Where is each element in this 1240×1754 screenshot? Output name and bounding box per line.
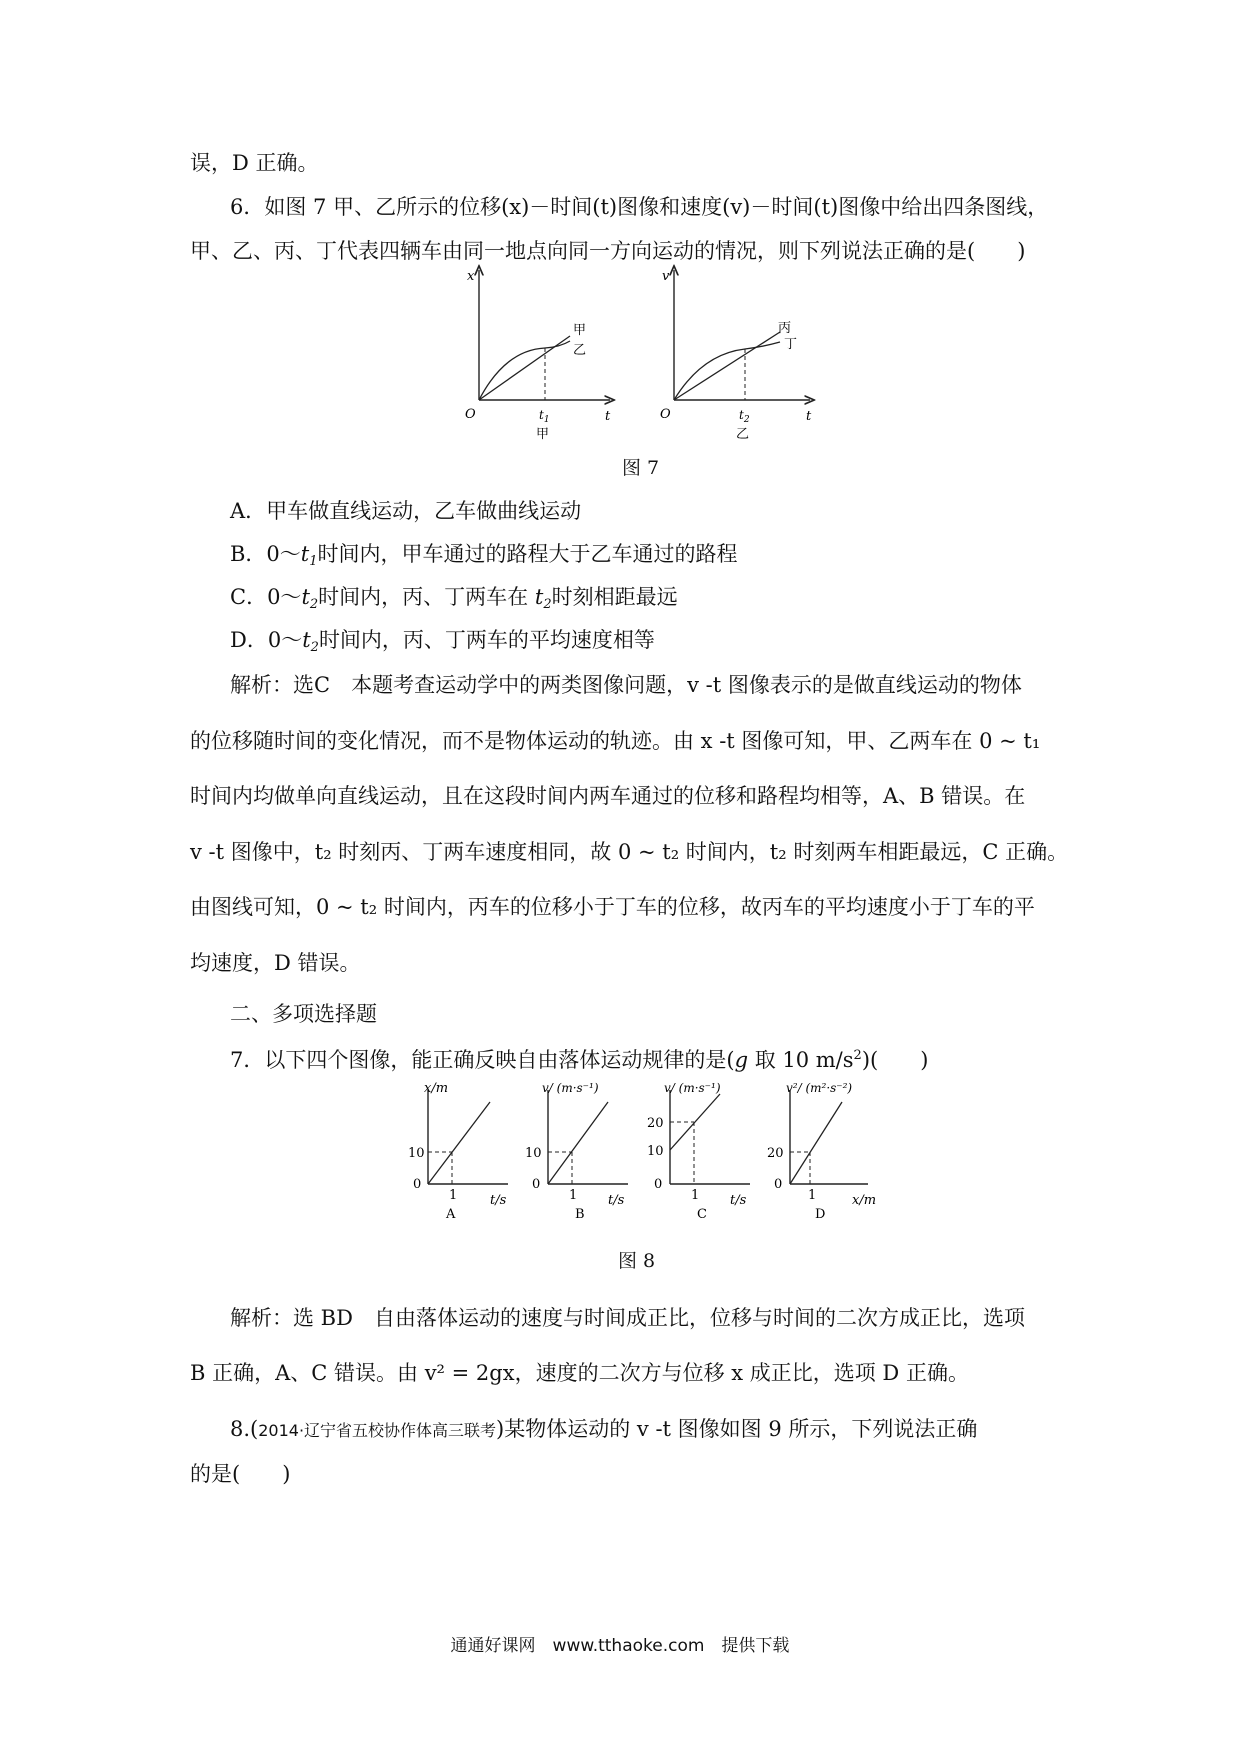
graph-letter: A — [446, 1207, 456, 1222]
x-label: t/s — [608, 1193, 625, 1208]
figure7-caption: 图 7 — [622, 457, 660, 479]
y-axis-label: v — [662, 269, 670, 284]
x-tick: 1 — [691, 1188, 700, 1203]
q8-line1: 8.(2014·辽宁省五校协作体高三联考)某物体运动的 v -t 图像如图 9 所示，下列说法正确 — [230, 1417, 978, 1441]
plot-line — [790, 1102, 842, 1184]
label-ding: 丁 — [784, 337, 798, 352]
y-tick: 20 — [767, 1146, 784, 1161]
q7-stem: 7．以下四个图像，能正确反映自由落体运动规律的是(g 取 10 $m/s^2$)( ) — [230, 1048, 929, 1072]
y-axis-label: x — [467, 269, 475, 284]
graph-letter: B — [575, 1207, 585, 1222]
q6-analysis-line2: 的位移随时间的变化情况，而不是物体运动的轨迹。由 x -t 图像可知，甲、乙两车在 0 ~ t₁ — [190, 729, 1041, 753]
graph-letter: D — [815, 1207, 826, 1222]
q6-option-d: D．$0\sim t_2$时间内，丙、丁两车的平均速度相等 — [230, 628, 655, 655]
figure8-graph-b — [520, 1082, 645, 1222]
figure7-graph-left — [455, 262, 620, 442]
figure8-caption: 图 8 — [618, 1250, 656, 1272]
q6-analysis-line1: 解析：选C 本题考查运动学中的两类图像问题，v -t 图像表示的是做直线运动的物体 — [230, 673, 1022, 697]
origin: 0 — [774, 1177, 783, 1192]
origin: 0 — [413, 1177, 422, 1192]
section-heading: 二、多项选择题 — [230, 1002, 377, 1026]
q8-source: 2014·辽宁省五校协作体高三联考 — [258, 1421, 497, 1440]
y-tick-10: 10 — [647, 1144, 664, 1159]
label-yi: 乙 — [573, 343, 587, 358]
q6-analysis-line3: 时间内均做单向直线运动，且在这段时间内两车通过的位移和路程均相等，A、B 错误。在 — [190, 784, 1026, 808]
origin-label: O — [465, 407, 476, 422]
figure7-graph-right — [650, 262, 820, 442]
q6-line1: 6．如图 7 甲、乙所示的位移(x)－时间(t)图像和速度(v)－时间(t)图像中给出四条图线， — [230, 195, 1049, 219]
label-jia: 甲 — [573, 323, 587, 338]
y-label: v/ (m·s⁻¹) — [542, 1082, 599, 1095]
q6-option-a: A．甲车做直线运动，乙车做曲线运动 — [230, 499, 582, 523]
y-label: v²/ (m²·s⁻²) — [786, 1082, 853, 1095]
origin: 0 — [532, 1177, 541, 1192]
top-line: 误，D 正确。 — [190, 151, 319, 175]
x-tick: 1 — [569, 1188, 578, 1203]
figure8-graph-c — [642, 1082, 767, 1222]
x-tick: 1 — [449, 1188, 458, 1203]
q6-analysis-line5: 由图线可知，0 ~ t₂ 时间内，丙车的位移小于丁车的位移，故丙车的平均速度小于丁车的平 — [190, 895, 1035, 919]
x-label: t/s — [490, 1193, 507, 1208]
tick-label: $t_1$ — [539, 408, 550, 425]
label-bing: 丙 — [778, 321, 792, 336]
figure8-graph-a — [408, 1082, 528, 1222]
x-axis-label: t — [806, 409, 812, 424]
y-label: x/m — [424, 1082, 449, 1096]
plot-line — [428, 1102, 490, 1184]
origin: 0 — [654, 1177, 663, 1192]
x-label: t/s — [730, 1193, 747, 1208]
line-jia — [479, 336, 570, 400]
y-label: v/ (m·s⁻¹) — [664, 1082, 721, 1095]
sub-label: 乙 — [736, 427, 750, 442]
q8-line2: 的是( ) — [190, 1462, 291, 1486]
q6-line2: 甲、乙、丙、丁代表四辆车由同一地点向同一方向运动的情况，则下列说法正确的是( ) — [190, 239, 1026, 263]
line-bing — [674, 332, 780, 400]
x-tick: 1 — [808, 1188, 817, 1203]
tick-label: $t_2$ — [739, 408, 750, 425]
curve-ding — [674, 342, 780, 400]
y-tick-20: 20 — [647, 1116, 664, 1131]
sub-label: 甲 — [536, 427, 550, 442]
q7-analysis-line1: 解析：选 BD 自由落体运动的速度与时间成正比，位移与时间的二次方成正比，选项 — [230, 1306, 1025, 1330]
x-axis-label: t — [605, 409, 611, 424]
q6-option-b: B．$0\sim t_1$时间内，甲车通过的路程大于乙车通过的路程 — [230, 542, 738, 569]
y-tick: 10 — [525, 1146, 542, 1161]
page-footer: 通通好课网 www.tthaoke.com 提供下载 — [450, 1636, 790, 1656]
graph-letter: C — [697, 1207, 707, 1222]
plot-line — [548, 1102, 608, 1184]
q6-analysis-line6: 均速度，D 错误。 — [190, 951, 361, 975]
x-label: x/m — [852, 1193, 877, 1208]
q7-analysis-line2: B 正确，A、C 错误。由 v² = 2gx，速度的二次方与位移 x 成正比，选项 D 正确。 — [190, 1361, 969, 1385]
q6-option-c: C．$0\sim t_2$时间内，丙、丁两车在 $t_2$时刻相距最远 — [230, 585, 678, 612]
figure8-graph-d — [760, 1082, 890, 1222]
y-tick: 10 — [408, 1146, 425, 1161]
origin-label: O — [660, 407, 671, 422]
q6-analysis-line4: v -t 图像中，t₂ 时刻丙、丁两车速度相同，故 0 ~ t₂ 时间内，t₂ 时刻两车相距最远，C 正确。 — [190, 840, 1069, 864]
